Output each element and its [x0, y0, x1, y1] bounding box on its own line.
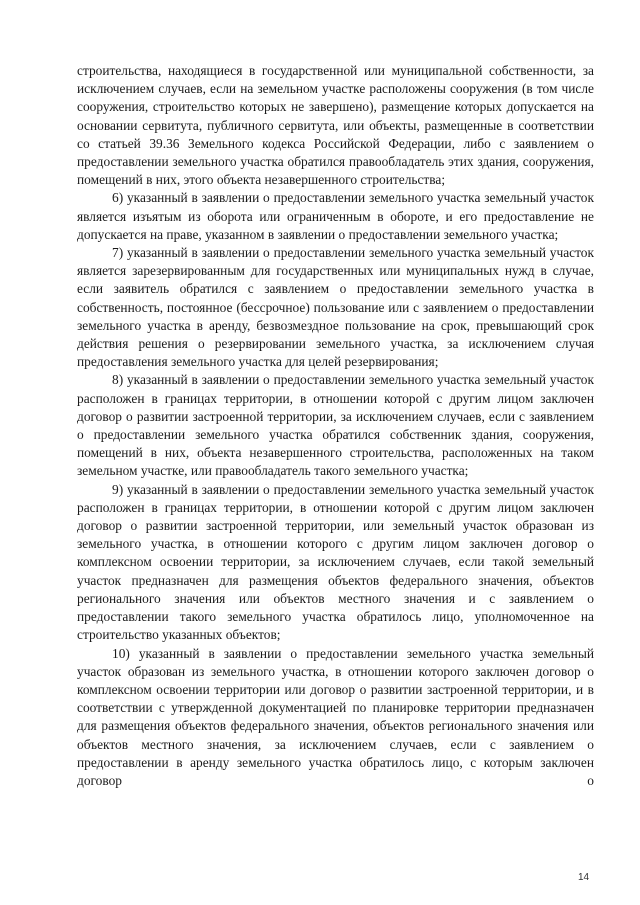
document-body — [77, 62, 594, 790]
paragraph-item-7: 7) указанный в заявлении о предоставлении земельного участка земельный участок является зарезервированным для государственных или муниципальных нужд в случае, если заявитель обратился с заявлением о предоставлении земельного участка в собственность, постоянное (бессрочное) пользование или с заявлением о предоставлении земельного участка в аренду, безвозмездное пользование на срок, превышающий срок действия решения о резервировании земельного участка, за исключением случая предоставления земельного участка для целей резервирования; — [77, 245, 594, 370]
paragraph-item-8: 8) указанный в заявлении о предоставлении земельного участка земельный участок расположен в границах территории, в отношении которой с другим лицом заключен договор о развитии застроенной территории, за исключением случаев, если с заявлением о предоставлении земельного участка обратился собственник здания, сооружения, помещений в них, объекта незавершенного строительства, расположенных на таком земельном участке, или правообладатель такого земельного участка; — [77, 372, 594, 479]
paragraph-item-6: 6) указанный в заявлении о предоставлении земельного участка земельный участок является изъятым из оборота или ограниченным в обороте, и его предоставление не допускается на праве, указанном в заявлении о предоставлении земельного участка; — [77, 190, 594, 242]
paragraph-item-10: 10) указанный в заявлении о предоставлении земельного участка земельный участок образован из земельного участка, в отношении которого заключен договор о комплексном освоении территории или договор о развитии застроенной территории, и в соответствии с утвержденной документацией по планировке территории предназначен для размещения объектов федерального значения, объектов регионального значения или объектов местного значения, за исключением случаев, если с заявлением о предоставлении в аренду земельного участка обратилось лицо, с которым заключен договор о — [77, 645, 594, 788]
paragraph-continuation: строительства, находящиеся в государственной или муниципальной собственности, за исключением случаев, если на земельном участке расположены сооружения (в том числе сооружения, строительство которых не завершено), размещение которых допускается на основании сервитута, публичного сервитута, или объекты, размещенные в соответствии со статьей 39.36 Земельного кодекса Российской Федерации, либо с заявлением о предоставлении земельного участка обратился правообладатель этих здания, сооружения, помещений в них, этого объекта незавершенного строительства; — [77, 63, 594, 188]
page-number: 14 — [578, 872, 590, 883]
paragraph-item-9: 9) указанный в заявлении о предоставлении земельного участка земельный участок расположен в границах территории, в отношении которой с другим лицом заключен договор о развитии застроенной территории, или земельный участок образован из земельного участка, в отношении которого с другим лицом заключен договор о комплексном освоении территории, за исключением случаев, если такой земельный участок предназначен для размещения объектов федерального значения, объектов регионального значения или объектов местного значения и с заявлением о предоставлении такого земельного участка обратилось лицо, уполномоченное на строительство указанных объектов; — [77, 481, 594, 643]
